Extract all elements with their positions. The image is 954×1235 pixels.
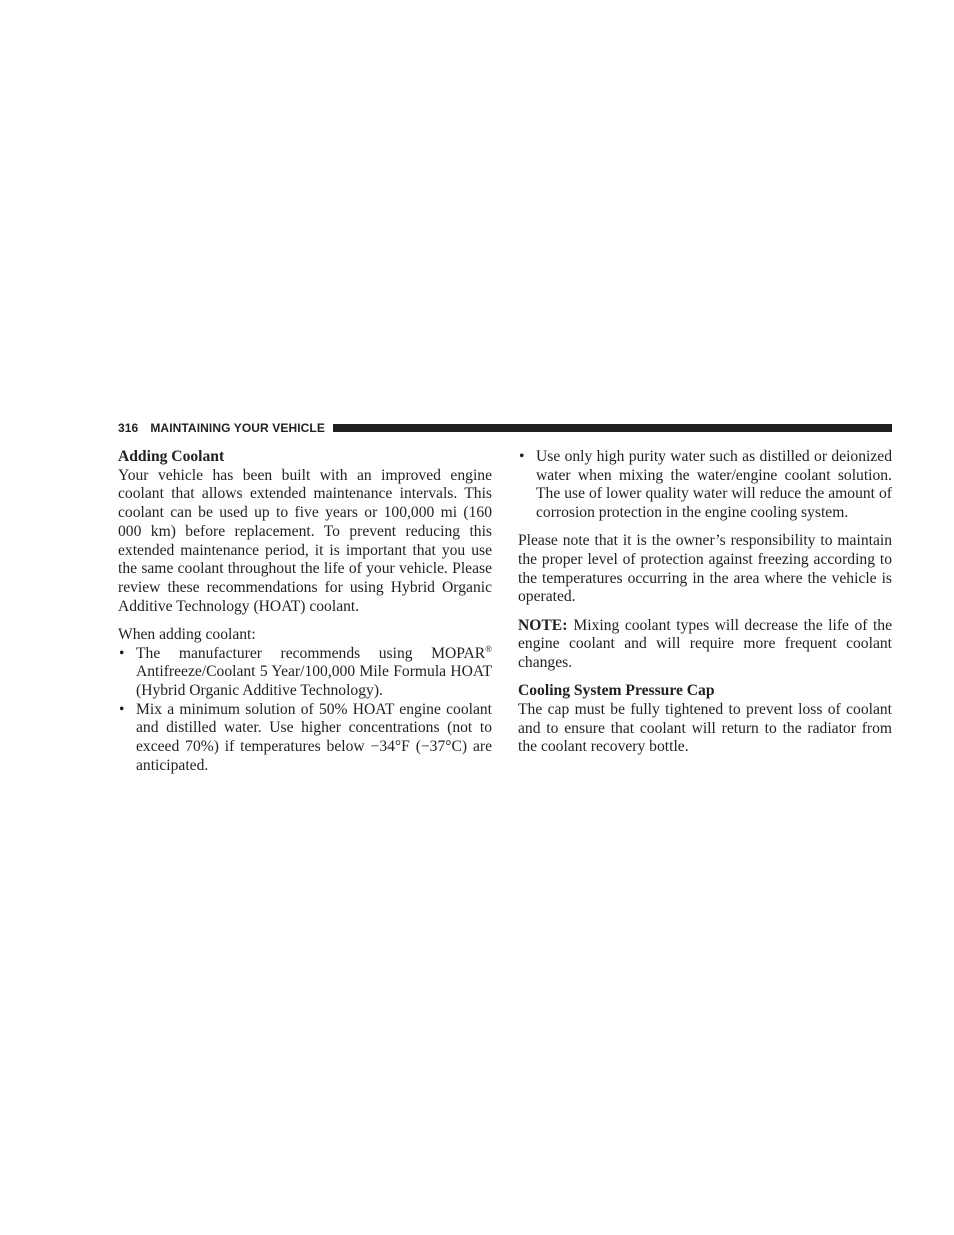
page-number: 316 xyxy=(118,421,139,435)
responsibility-paragraph: Please note that it is the owner’s responsibility to maintain the proper level of protection against freezing according to the temperatures occurring in the area where the vehicle is operated. xyxy=(518,532,892,606)
header-rule xyxy=(333,424,892,432)
list-item xyxy=(118,701,492,776)
list-item xyxy=(518,448,892,523)
list-item xyxy=(118,645,492,701)
page-header xyxy=(118,419,892,437)
bullet-icon: • xyxy=(519,448,525,465)
left-column xyxy=(118,448,492,775)
bullet-icon: • xyxy=(119,644,125,662)
bullet-text-b: Antifreeze/Coolant 5 Year/100,000 Mile Formula HOAT (Hybrid Organic Additive Technology). xyxy=(136,663,492,699)
adding-coolant-heading: Adding Coolant xyxy=(118,448,225,465)
note-label: NOTE: xyxy=(518,616,568,634)
bullet-text: Mix a minimum solution of 50% HOAT engine coolant and distilled water. Use higher concentrations (not to exceed 70%) if temperatures below −34°F (−37°C) are anticipated. xyxy=(136,700,492,774)
right-column xyxy=(518,448,892,757)
when-adding-paragraph: When adding coolant: xyxy=(118,625,256,643)
intro-paragraph: Your vehicle has been built with an improved engine coolant that allows extended maintenance intervals. This coolant can be used up to five years or 100,000 mi (160 000 km) before replacement. To prevent reducing this extended maintenance period, it is important that you use the same coolant throughout the life of your vehicle. Please review these recommendations for using Hybrid Organic Additive Technology (HOAT) coolant. xyxy=(118,466,492,615)
pressure-cap-paragraph: The cap must be fully tightened to prevent loss of coolant and to ensure that coolant will return to the radiator from the coolant recovery bottle. xyxy=(518,700,892,756)
bullet-text: Use only high purity water such as distilled or deionized water when mixing the water/engine coolant solution. The use of lower quality water will reduce the amount of corrosion protection in the engine cooling system. xyxy=(536,448,892,522)
section-title: MAINTAINING YOUR VEHICLE xyxy=(150,421,325,435)
pressure-cap-heading: Cooling System Pressure Cap xyxy=(518,682,715,700)
note-text: Mixing coolant types will decrease the life of the engine coolant and will require more frequent coolant changes. xyxy=(518,616,892,672)
bullet-text-a: The manufacturer recommends using MOPAR xyxy=(136,644,486,662)
note-paragraph xyxy=(518,617,892,673)
registered-mark: ® xyxy=(485,643,492,654)
bullet-icon: • xyxy=(119,700,125,718)
